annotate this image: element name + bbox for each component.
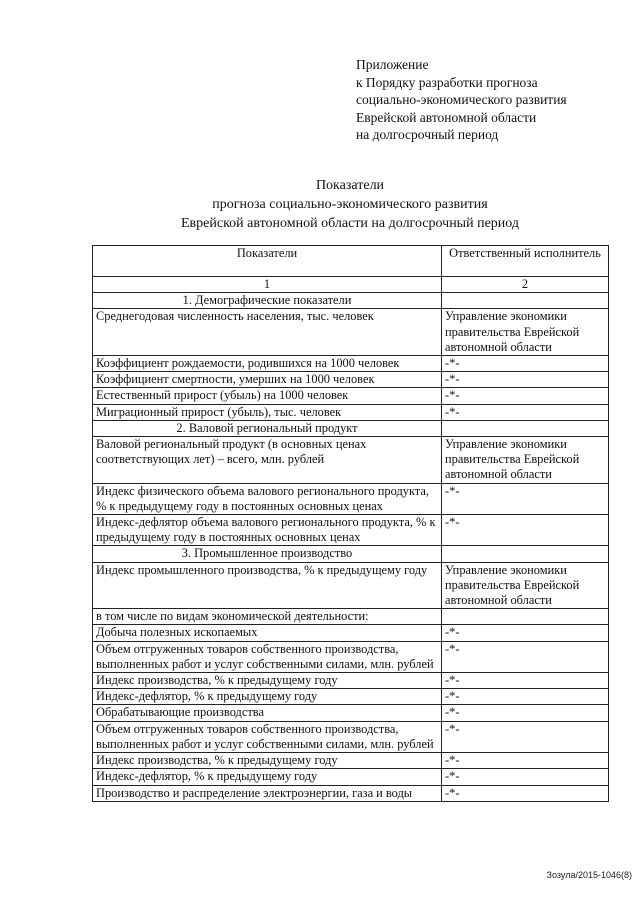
indicator-cell: Естественный прирост (убыль) на 1000 человек [93, 388, 442, 404]
executor-cell: -*- [442, 705, 609, 721]
column-number: 2 [442, 277, 609, 293]
executor-cell: -*- [442, 372, 609, 388]
indicator-cell: Коэффициент рождаемости, родившихся на 1000 человек [93, 356, 442, 372]
indicator-cell: Индекс промышленного производства, % к предыдущему году [93, 562, 442, 609]
indicator-cell: Добыча полезных ископаемых [93, 625, 442, 641]
table-row [93, 609, 609, 625]
indicator-cell: в том числе по видам экономической деятельности: [93, 609, 442, 625]
title-line: Еврейской автономной области на долгосрочный период [180, 216, 520, 231]
appendix-line: Еврейской автономной области [356, 109, 537, 125]
executor-cell: Управление экономики правительства Еврейской автономной области [442, 437, 609, 484]
executor-cell: -*- [442, 356, 609, 372]
indicator-cell: Валовой региональный продукт (в основных ценах соответствующих лет) – всего, млн. рублей [93, 437, 442, 484]
empty-cell [442, 420, 609, 436]
executor-cell: -*- [442, 673, 609, 689]
executor-cell: -*- [442, 515, 609, 546]
executor-cell: -*- [442, 689, 609, 705]
appendix-line: к Порядку разработки прогноза [356, 74, 538, 90]
appendix-line: социально-экономического развития [356, 92, 567, 107]
header-executor: Ответственный исполнитель [442, 246, 609, 277]
section-row [93, 293, 609, 309]
table-body [93, 293, 609, 802]
column-number: 1 [93, 277, 442, 293]
executor-cell: -*- [442, 388, 609, 404]
indicator-cell: Индекс-дефлятор, % к предыдущему году [93, 769, 442, 785]
executor-cell [442, 609, 609, 625]
table-row [93, 721, 609, 752]
table-row [93, 404, 609, 420]
document-title [90, 176, 610, 233]
appendix-block [356, 56, 567, 144]
table-row [93, 785, 609, 801]
executor-cell: Управление экономики правительства Еврейской автономной области [442, 309, 609, 356]
table-row [93, 309, 609, 356]
table-row [93, 625, 609, 641]
executor-cell: Управление экономики правительства Еврейской автономной области [442, 562, 609, 609]
table-row [93, 753, 609, 769]
column-number-row [93, 277, 609, 293]
executor-cell: -*- [442, 641, 609, 672]
executor-cell: -*- [442, 769, 609, 785]
title-line: прогноза социально-экономического развития [212, 197, 488, 212]
section-row [93, 420, 609, 436]
empty-cell [442, 293, 609, 309]
indicator-cell: Объем отгруженных товаров собственного производства, выполненных работ и услуг собственными силами, млн. рублей [93, 721, 442, 752]
executor-cell: -*- [442, 785, 609, 801]
section-title: 1. Демографические показатели [93, 293, 442, 309]
table-row [93, 356, 609, 372]
indicator-cell: Индекс производства, % к предыдущему году [93, 673, 442, 689]
section-title: 3. Промышленное производство [93, 546, 442, 562]
indicator-cell: Среднегодовая численность населения, тыс. человек [93, 309, 442, 356]
indicator-cell: Индекс физического объема валового регионального продукта, % к предыдущему году в постоянных основных ценах [93, 483, 442, 514]
indicator-cell: Индекс производства, % к предыдущему году [93, 753, 442, 769]
section-row [93, 546, 609, 562]
indicator-cell: Объем отгруженных товаров собственного производства, выполненных работ и услуг собственными силами, млн. рублей [93, 641, 442, 672]
appendix-line: на долгосрочный период [356, 127, 499, 142]
empty-cell [442, 546, 609, 562]
title-line: Показатели [315, 178, 385, 193]
table-row [93, 437, 609, 484]
table-row [93, 769, 609, 785]
indicator-cell: Обрабатывающие производства [93, 705, 442, 721]
indicators-table [92, 245, 609, 802]
indicator-cell: Коэффициент смертности, умерших на 1000 человек [93, 372, 442, 388]
executor-cell: -*- [442, 483, 609, 514]
table-header-row [93, 246, 609, 277]
indicator-cell: Индекс-дефлятор, % к предыдущему году [93, 689, 442, 705]
indicator-cell: Производство и распределение электроэнергии, газа и воды [93, 785, 442, 801]
indicator-cell: Миграционный прирост (убыль), тыс. человек [93, 404, 442, 420]
table-row [93, 641, 609, 672]
table-row [93, 515, 609, 546]
header-indicators: Показатели [93, 246, 442, 277]
table-row [93, 689, 609, 705]
table-row [93, 673, 609, 689]
table-row [93, 388, 609, 404]
indicator-cell: Индекс-дефлятор объема валового регионального продукта, % к предыдущему году в постоянных основных ценах [93, 515, 442, 546]
section-title: 2. Валовой региональный продукт [93, 420, 442, 436]
executor-cell: -*- [442, 625, 609, 641]
executor-cell: -*- [442, 753, 609, 769]
table-row [93, 372, 609, 388]
table-row [93, 562, 609, 609]
table-row [93, 705, 609, 721]
document-code: Зозула/2015-1046(8) [546, 870, 632, 880]
executor-cell: -*- [442, 404, 609, 420]
table-row [93, 483, 609, 514]
executor-cell: -*- [442, 721, 609, 752]
appendix-line: Приложение [356, 57, 429, 72]
